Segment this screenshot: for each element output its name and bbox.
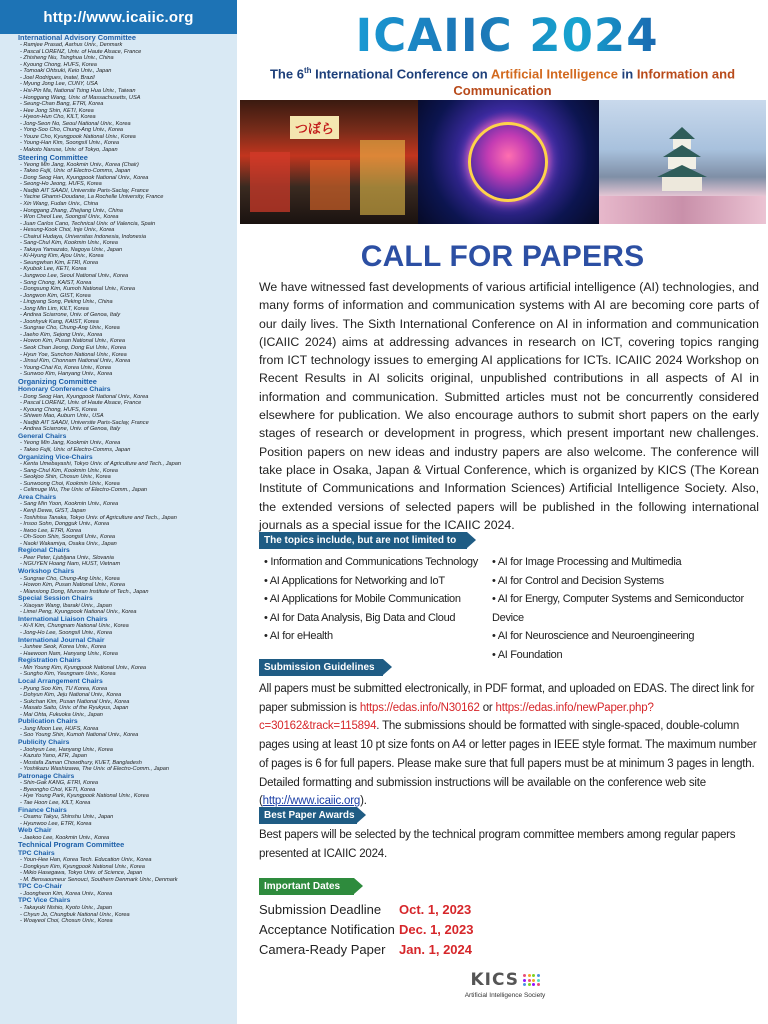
committee-member: - Honggang Zhang, Zhejiang Univ., China (18, 208, 233, 215)
committee-subsection-title: Special Session Chairs (18, 595, 93, 603)
committee-member: - Young-Chai Ko, Korea Univ., Korea (18, 365, 233, 372)
topics-list-right (492, 553, 767, 664)
committee-member: - Sungrae Cho, Chung-Ang Univ., Korea (18, 576, 233, 583)
conference-logo: ICAIIC 2024 (337, 10, 677, 62)
committee-member: - Hsi-Pin Ma, National Tsing Hua Univ., Taiwan (18, 88, 233, 95)
committee-member: - Seungwhan Kim, ETRI, Korea (18, 260, 233, 267)
committee-member: - Ki-Hyung Kim, Ajou Univ., Korea (18, 253, 233, 260)
committee-section-title: Organizing Committee (18, 376, 97, 386)
committee-member: - Juan Carlos Cano, Technical Univ. of Valencia, Spain (18, 221, 233, 228)
committee-member: - Sang-Chul Kim, Kookmin Univ., Korea (18, 468, 233, 475)
committee-member: - Chyun Jo, Chungbuk National Univ., Korea (18, 912, 233, 919)
committee-member: - Yacine Ghamri-Doudane, La Rochelle University, France (18, 194, 233, 201)
committee-member: - Insoo Sohn, Dongguk Univ., Korea (18, 521, 233, 528)
committee-member: - Tae Hoon Lee, KILT, Korea (18, 800, 233, 807)
edas-link-short[interactable]: https://edas.info/N30162 (359, 701, 480, 714)
committee-member: - Seok Chan Jeong, Dong Eui Univ., Korea (18, 345, 233, 352)
committee-member: - Sungho Kim, Yeungnam Univ., Korea (18, 671, 233, 678)
committee-member: - Joonhyuk Kang, KAIST, Korea (18, 319, 233, 326)
topic-item: • AI Foundation (492, 646, 767, 665)
committee-member: - Pascal LORENZ, Univ. of Haute Alsace, France (18, 49, 233, 56)
committee-member: - Dong Seog Han, Kyungpook National Univ., Korea (18, 394, 233, 401)
committee-subsection-title: Web Chair (18, 827, 52, 835)
submission-heading: Submission Guidelines (259, 659, 383, 676)
main-content (237, 0, 768, 1024)
committee-subsection-title: Patronage Chairs (18, 772, 75, 780)
committee-member: - Dongkyun Kim, Kyungpook National Univ., Korea (18, 864, 233, 871)
committee-subsection-title: Publicity Chairs (18, 738, 70, 746)
submission-text: All papers must be submitted electronically, in PDF format, and uploaded on EDAS. The direct link for paper submission is https://edas.info/N30162 or https://edas.info/newPaper.php?c=30162&track=115894. The submissions should be formatted with single-spaced, double-column pages using at least 10 pt size fonts on A4 or letter pages in IEEE style format. The maximum number of pages is 6 for full papers. Please make sure that full papers must be at minimum 3 pages in length. Detailed formatting and submission instructions will be available on the conference web site (http://www.icaiic.org). (259, 683, 757, 808)
dates-heading: Important Dates (259, 878, 354, 895)
committee-member: - Sunwoo Kim, Hanyang Univ., Korea (18, 371, 233, 378)
committee-subsection-title: General Chairs (18, 432, 67, 440)
committee-list (0, 34, 237, 925)
committee-member: - Nadjib AIT SAADI, Universite Paris-Saclay, France (18, 420, 233, 427)
committee-member: - Youze Cho, Kyungpook National Univ., Korea (18, 134, 233, 141)
committee-member: - Sukchan Kim, Pusan National Univ., Korea (18, 699, 233, 706)
committee-member: - Tomoaki Ohtsuki, Keio Univ., Japan (18, 68, 233, 75)
committee-subsection-title: Registration Chairs (18, 657, 81, 665)
topic-item: • AI for Neuroscience and Neuroengineering (492, 627, 767, 646)
committee-member: - Mai Ohta, Fukuoka Univ., Japan (18, 712, 233, 719)
ferris-wheel-photo (418, 100, 599, 224)
committee-member: - Jongwon Kim, GIST, Korea (18, 293, 233, 300)
awards-heading: Best Paper Awards (259, 807, 357, 824)
committee-member: - Yeong Min Jang, Kookmin Univ., Korea (18, 440, 233, 447)
committee-member: - Song Chong, KAIST, Korea (18, 280, 233, 287)
committee-member: - Yoshikazu Washizawa, The Univ. of Electro-Comm., Japan (18, 766, 233, 773)
committee-member: - Kyoung Chong, HUFS, Korea (18, 62, 233, 69)
committee-member: - Celimuge Wu, The Univ. of Electro-Comm., Japan (18, 487, 233, 494)
committee-member: - Woayeol Choi, Chosun Univ., Korea (18, 918, 233, 925)
committee-member: - Ramjee Prasad, Aarhus Univ., Denmark (18, 42, 233, 49)
committee-member: - Sang-Chul Kim, Kookmin Univ., Korea (18, 240, 233, 247)
committee-subsection-title: Organizing Vice-Chairs (18, 453, 93, 461)
committee-member: - Kenji Dewa, GIST, Japan (18, 508, 233, 515)
committee-member: - Hee Jong Shin, KETI, Korea (18, 108, 233, 115)
committee-member: - NGUYEN Hoang Nam, HUST, Vietnam (18, 561, 233, 568)
castle-icon (651, 125, 713, 195)
committee-member: - Sungrae Cho, Chung-Ang Univ., Korea (18, 325, 233, 332)
committee-member: - Jaeho Kim, Sejong Univ., Korea (18, 332, 233, 339)
committee-member: - Yeong Min Jang, Kookmin Univ., Korea (Chair) (18, 162, 233, 169)
committee-member: - Kazuto Yano, ATR, Japan (18, 753, 233, 760)
committee-member: - Nadjib AIT SAADI, Universite Paris-Saclay, France (18, 188, 233, 195)
committee-member: - Chairul Hudaya, Universitas Indonesia, Indonesia (18, 234, 233, 241)
committee-member: - Honggang Wang, Univ. of Massachusetts, USA (18, 95, 233, 102)
committee-member: - Dohyun Kim, Jeju National Univ., Korea (18, 692, 233, 699)
kics-name: KICS (470, 970, 520, 990)
committee-member: - Zhisheng Niu, Tsinghua Univ., China (18, 55, 233, 62)
committee-section-title: International Advisory Committee (18, 33, 136, 42)
committee-subsection-title: Finance Chairs (18, 806, 67, 814)
committee-member: - Howon Kim, Pusan National Univ., Korea (18, 582, 233, 589)
committee-member: - Masato Saito, Univ. of the Ryukyus, Japan (18, 705, 233, 712)
committee-member: - Min Young Kim, Kyungpook National Univ., Korea (18, 665, 233, 672)
important-dates (259, 900, 559, 960)
committee-member: - Seokjoo Shin, Chosun Univ., Korea (18, 474, 233, 481)
committee-member: - Oh-Soon Shin, Soongsil Univ., Korea (18, 534, 233, 541)
committee-member: - Kyoung Chong, HUFS, Korea (18, 407, 233, 414)
committee-member: - Junhee Seok, Korea Univ., Korea (18, 644, 233, 651)
committee-subsection-title: Area Chairs (18, 493, 57, 501)
committee-member: - Joohyun Lee, Hanyang Univ., Korea (18, 747, 233, 754)
awards-text: Best papers will be selected by the technical program committee members among regular papers presented at ICAIIC 2024. (259, 829, 736, 860)
topics-heading: The topics include, but are not limited to (259, 532, 467, 549)
osaka-street-photo (240, 100, 418, 224)
osaka-castle-photo (599, 100, 766, 224)
committee-member: - Dong Seog Han, Kyungpook National Univ., Korea (18, 175, 233, 182)
committee-member: - Myung Jong Lee, CUNY, USA (18, 81, 233, 88)
committee-member: - Yong-Soo Cho, Chung-Ang Univ., Korea (18, 127, 233, 134)
committee-member: - Ki-Il Kim, Chungnam National Univ., Korea (18, 623, 233, 630)
committee-member: - Jong-Ho Lee, Soongsil Univ., Korea (18, 630, 233, 637)
committee-member: - Mikio Hasegawa, Tokyo Univ. of Science, Japan (18, 870, 233, 877)
committee-member: - Seung-Chan Bang, ETRI, Korea (18, 101, 233, 108)
committee-member: - Takeo Fujii, Univ. of Electro-Comms, Japan (18, 447, 233, 454)
committee-member: - Andrea Sciarrone, Univ. of Genoa, Italy (18, 426, 233, 433)
date-row: Acceptance Notification Dec. 1, 2023 (259, 922, 474, 937)
committee-member: - Makoto Naruse, Univ. of Tokyo, Japan (18, 147, 233, 154)
committee-member: - Takayuki Nishio, Kyoto Univ., Japan (18, 905, 233, 912)
committee-member: - Osamu Takyu, Shinshu Univ., Japan (18, 814, 233, 821)
committee-member: - M. Bensaoumeur Senouci, Southern Denmark Univ., Denmark (18, 877, 233, 884)
committee-member: - Pascal LORENZ, Univ. of Haute Alsace, France (18, 400, 233, 407)
committee-member: - Limei Peng, Kyungpook National Univ., Korea (18, 609, 233, 616)
committee-member: - Young-Han Kim, Soongsil Univ., Korea (18, 140, 233, 147)
topic-item: • Information and Communications Technology (264, 553, 484, 572)
committee-member: - Mostafa Zaman Chowdhury, KUET, Bangladesh (18, 760, 233, 767)
committee-member: - Shin-Gak KANG, ETRI, Korea (18, 780, 233, 787)
committee-member: - Joongheon Kim, Korea Univ., Korea (18, 891, 233, 898)
committee-member: - Jong Min Lim, KILT, Korea (18, 306, 233, 313)
committee-member: - Dongsung Kim, Kumoh National Univ., Korea (18, 286, 233, 293)
shop-sign: つぼら (290, 116, 339, 139)
conference-full-name: The 6th International Conference on Artificial Intelligence in Information and Communication (269, 66, 736, 99)
committee-member: - Byeongho Choi, KETI, Korea (18, 787, 233, 794)
banner-photos (240, 100, 766, 224)
topic-item: • AI for Image Processing and Multimedia (492, 553, 767, 572)
committee-member: - Andrea Sciarrone, Univ. of Genoa, Italy (18, 312, 233, 319)
conference-site-link[interactable]: http://www.icaiic.org (262, 795, 361, 808)
kics-subtitle: Artificial Intelligence Society (464, 992, 546, 999)
committee-member: - Lingyang Song, Peking Univ., China (18, 299, 233, 306)
committee-member: - Sang Min Yoon, Kookmin Univ., Korea (18, 501, 233, 508)
committee-member: - Kyubok Lee, KETI, Korea (18, 266, 233, 273)
committee-member: - Won Cheol Lee, Soongsil Univ., Korea (18, 214, 233, 221)
committee-member: - Peer Peter, Ljubljana Univ., Slovania (18, 555, 233, 562)
committee-member: - Sunwoong Choi, Kookmin Univ., Korea (18, 481, 233, 488)
committee-member: - Soo Young Shin, Kumoh National Univ., Korea (18, 732, 233, 739)
topic-item: • AI for eHealth (264, 627, 484, 646)
committee-subsection-title: International Liaison Chairs (18, 615, 108, 623)
committee-member: - Pyung Soo Kim, TU Korea, Korea (18, 686, 233, 693)
intro-paragraph: We have witnessed fast developments of various artificial intelligence (AI) technologies, and many forms of information and communication systems with AI are becoming core parts of our daily lives. The Sixth International Conference on AI in information and communication (ICAIIC 2024) aims at addressing advances in research on ICT, covering topics ranging from ICT technology issues to emerging AI applications for ICTs. ICAIIC 2024 Workshop on Recent Results in AI solicits original, unpublished contributions in all aspects of AI in information and communication. Submitted articles must not be concurrently considered elsewhere for publication. We also encourage authors to submit short papers on the early stages of research or development in progress, which present important new challenges. Position papers on new ideas and industry papers are also welcome. The conference will take place in Osaka, Japan & Virtual Conference, which is organized by KICS (The Korean Institute of Communications and Information Sciences) Artificial Intelligence Society. Also, the extended versions of selected papers will be published in the following international journals as a special issue for the ICAIIC 2024. (259, 280, 759, 532)
committee-member: - Mianxiong Dong, Muroran Institute of Tech., Japan (18, 589, 233, 596)
committee-subsection-title: International Journal Chair (18, 636, 105, 644)
kics-logo (455, 970, 555, 999)
committee-subsection-title: Workshop Chairs (18, 567, 75, 575)
committee-member: - Jong-Seon No, Seoul National Univ., Korea (18, 121, 233, 128)
committee-member: - Hyun Yoe, Sunchon National Univ., Korea (18, 352, 233, 359)
committee-member: - Hesung-Kook Choi, Inje Univ., Korea (18, 227, 233, 234)
committee-member: - Kenta Umebayashi, Tokyo Univ. of Agriculture and Tech., Japan (18, 461, 233, 468)
committee-subsection-title: Local Arrangement Chairs (18, 677, 103, 685)
topic-item: • AI Applications for Mobile Communication (264, 590, 484, 609)
committee-subsection-title: Publication Chairs (18, 718, 78, 726)
committee-member: - Hyeon-Hun Cho, KILT, Korea (18, 114, 233, 121)
committee-section-title: Technical Program Committee (18, 840, 125, 850)
committee-member: - Youn-Hee Han, Korea Tech. Education Univ., Korea (18, 857, 233, 864)
committee-member: - Howon Kim, Pusan National Univ., Korea (18, 338, 233, 345)
edas-link-full[interactable]: https://edas.info/newPaper.php?c=30162&track=115894 (259, 701, 654, 733)
committee-member: - Takaya Yamazato, Nagoya Univ., Japan (18, 247, 233, 254)
committee-member: - Jaekoo Lee, Kookmin Univ., Korea (18, 835, 233, 842)
topic-item: • AI for Data Analysis, Big Data and Cloud (264, 609, 484, 628)
committee-member: - Seong-Ho Jeong, HUFS, Korea (18, 181, 233, 188)
date-row: Submission Deadline Oct. 1, 2023 (259, 902, 472, 917)
ferris-wheel-icon (468, 122, 548, 202)
topic-item: • AI for Energy, Computer Systems and Semiconductor Device (492, 590, 767, 627)
committee-member: - Joel Rodrigues, Inatel, Brazil (18, 75, 233, 82)
dots-icon (523, 974, 540, 986)
committee-subsection-title: TPC Co-Chair (18, 883, 63, 891)
committee-member: - Xin Wang, Fudan Univ., China (18, 201, 233, 208)
committee-member: - Shiwen Mao, Auburn Univ., USA (18, 413, 233, 420)
committee-member: - Hye Young Park, Kyungpook National Univ., Korea (18, 793, 233, 800)
committee-member: - Xiaoyan Wang, Ibaraki Univ., Japan (18, 603, 233, 610)
committee-member: - Toshihisa Tanaka, Tokyo Univ. of Agriculture and Tech., Japan (18, 515, 233, 522)
topic-item: • AI Applications for Networking and IoT (264, 572, 484, 591)
committee-member: - Jungwoo Lee, Seoul National Univ., Korea (18, 273, 233, 280)
committee-sidebar (0, 0, 237, 1024)
committee-subsection-title: Regional Chairs (18, 547, 70, 555)
committee-member: - Iiwoo Lee, ETRI, Korea (18, 528, 233, 535)
committee-member: - Jinsul Kim, Chonnam National Univ., Korea (18, 358, 233, 365)
committee-subsection-title: TPC Chairs (18, 849, 55, 857)
topics-list-left (264, 553, 484, 646)
committee-member: - Hyunwoo Lee, ETRI, Korea (18, 821, 233, 828)
committee-subsection-title: Honorary Conference Chairs (18, 385, 111, 393)
committee-member: - Takeo Fujii, Univ. of Electro-Comms, Japan (18, 168, 233, 175)
committee-section-title: Steering Committee (18, 152, 88, 162)
date-row: Camera-Ready Paper Jan. 1, 2024 (259, 942, 472, 957)
committee-subsection-title: TPC Vice Chairs (18, 897, 71, 905)
call-for-papers-title: CALL FOR PAPERS (360, 240, 645, 273)
committee-member: - Naoki Wakamiya, Osaka Univ., Japan (18, 541, 233, 548)
website-url[interactable]: http://www.icaiic.org (0, 0, 237, 34)
committee-member: - Jung Moon Lee, HUFS, Korea (18, 726, 233, 733)
committee-member: - Haewoon Nam, Hanyang Univ., Korea (18, 651, 233, 658)
topic-item: • AI for Control and Decision Systems (492, 572, 767, 591)
